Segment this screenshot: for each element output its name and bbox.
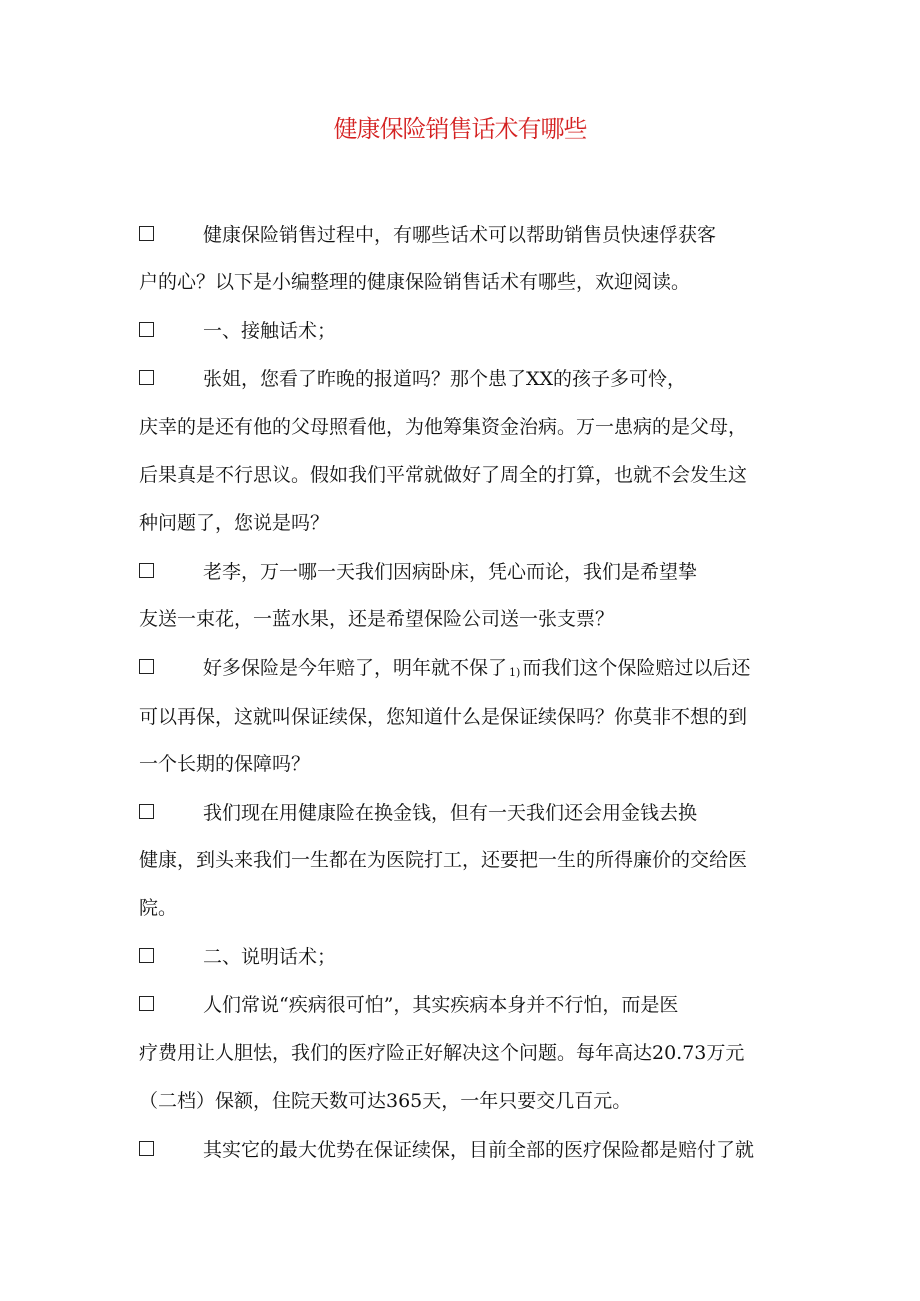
paragraph-line: 健康保险销售过程中，有哪些话术可以帮助销售员快速俘获客 (203, 224, 717, 246)
paragraph-line: 户的心？以下是小编整理的健康保险销售话术有哪些，欢迎阅读。 (139, 271, 691, 293)
paragraph-text: 好多保险是今年赔了，明年就不保了 (203, 657, 508, 679)
paragraph-line: 友送一束花，一蓝水果，还是希望保险公司送一张支票？ (139, 608, 615, 630)
paragraph-line: 院。 (139, 897, 178, 919)
page-title: 健康保险销售话术有哪些 (333, 115, 587, 143)
checkbox-icon (139, 804, 154, 819)
paragraph-line: 我们现在用健康险在换金钱，但有一天我们还会用金钱去换 (203, 802, 698, 824)
paragraph-line: 其实它的最大优势在保证续保，目前全部的医疗保险都是赔付了就 (203, 1139, 755, 1161)
paragraph-line: 后果真是不行思议。假如我们平常就做好了周全的打算，也就不会发生这 (139, 464, 748, 486)
checkbox-icon (139, 659, 154, 674)
paragraph-line: 一个长期的保障吗？ (139, 753, 311, 775)
paragraph-line: 庆幸的是还有他的父母照看他，为他筹集资金治病。万一患病的是父母， (139, 416, 748, 438)
section-heading: 二、说明话术； (203, 946, 337, 968)
paragraph-line: 老李，万一哪一天我们因病卧床，凭心而论，我们是希望挚 (203, 561, 698, 583)
checkbox-icon (139, 322, 154, 337)
checkbox-icon (139, 563, 154, 578)
paragraph-line: 张姐，您看了昨晚的报道吗？那个患了XX的孩子多可怜， (203, 368, 687, 390)
paragraph-line: 可以再保，这就叫保证续保，您知道什么是保证续保吗？你莫非不想的到 (139, 706, 748, 728)
checkbox-icon (139, 948, 154, 963)
section-heading: 一、接触话术； (203, 320, 337, 342)
paragraph-line (203, 654, 789, 687)
paragraph-line: 种问题了，您说是吗？ (139, 512, 330, 534)
paragraph-line: 疗费用让人胆怯，我们的医疗险正好解决这个问题。每年高达20.73万元 (139, 1042, 745, 1064)
paragraph-text: 而我们这个保险赔过以后还 (522, 657, 751, 679)
checkbox-icon (139, 1141, 154, 1156)
footnote-mark: 1) (509, 666, 521, 679)
paragraph-line: （二档）保额，住院天数可达365天，一年只要交几百元。 (139, 1090, 632, 1112)
paragraph-line: 健康，到头来我们一生都在为医院打工，还要把一生的所得廉价的交给医 (139, 849, 748, 871)
paragraph-line: 人们常说“疾病很可怕”，其实疾病本身并不行怕，而是医 (203, 994, 679, 1016)
checkbox-icon (139, 226, 154, 241)
checkbox-icon (139, 996, 154, 1011)
checkbox-icon (139, 370, 154, 385)
